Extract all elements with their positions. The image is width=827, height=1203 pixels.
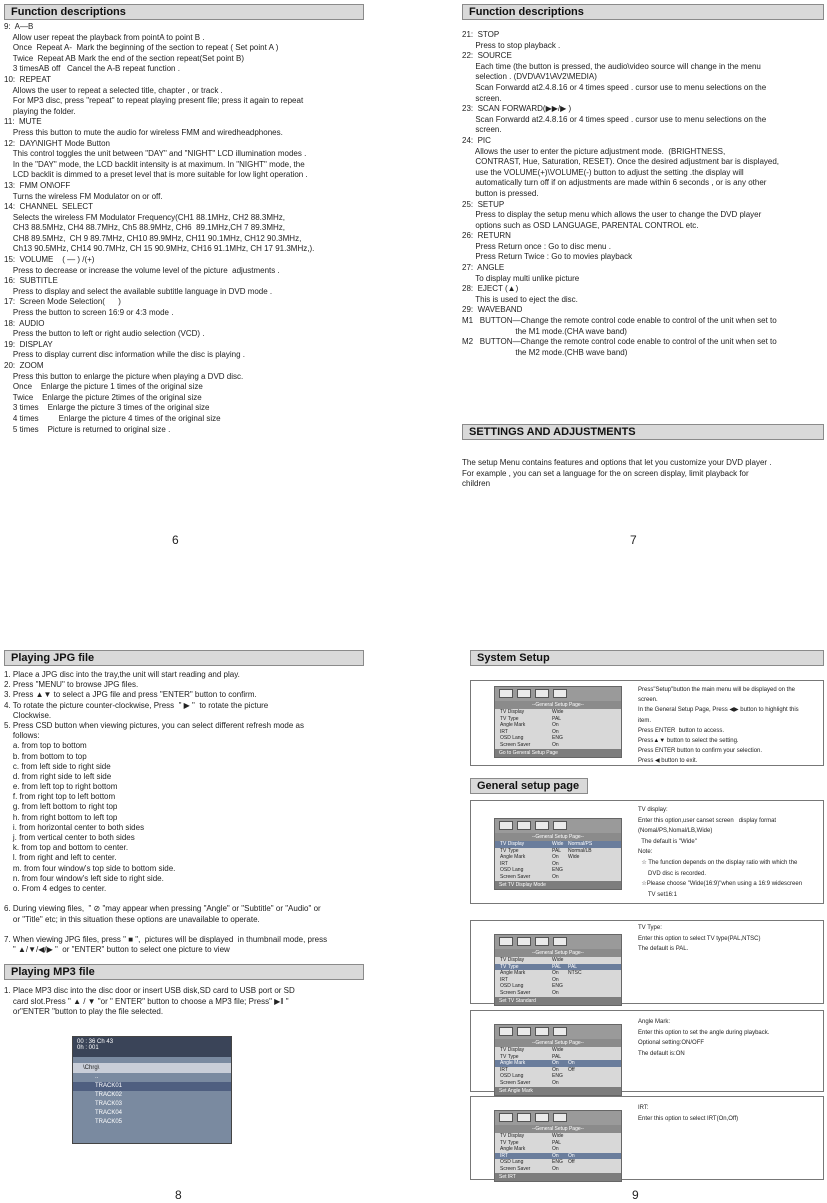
- angle-mark-desc: [638, 1018, 769, 1060]
- text-line: CH3 88.5MHz, CH4 88.7MHz, Ch5 88.9MHz, CH6 89.1MHz,CH 7 89.3MHz,: [4, 223, 285, 233]
- menu-item-value: PAL: [552, 1139, 562, 1146]
- text-line: 11: MUTE: [4, 117, 42, 127]
- menu-title: --General Setup Page--: [495, 833, 621, 841]
- text-line: 29: WAVEBAND: [462, 305, 523, 315]
- text-line: the M1 mode.(CHA wave band): [462, 326, 627, 336]
- text-line: 10: REPEAT: [4, 74, 51, 84]
- menu-footer: Set IRT: [495, 1173, 621, 1181]
- text-line: card slot.Press " ▲ / ▼ "or " ENTER" button to choose a MP3 file; Press" ▶‖ ": [4, 996, 289, 1006]
- text-line: Press▲▼ button to select the setting.: [638, 737, 739, 744]
- menu-item-value: PAL: [552, 715, 562, 722]
- text-line: 5 times Picture is returned to original size .: [4, 424, 171, 434]
- menu-tab-icon[interactable]: [553, 1027, 567, 1036]
- system-setup-desc: [638, 686, 799, 768]
- menu-title: --General Setup Page--: [495, 1039, 621, 1047]
- menu-item-label: TV Type: [500, 1053, 519, 1060]
- text-line: Clockwise.: [4, 710, 52, 720]
- text-line: Enter this option to select TV type(PAL,NTSC): [638, 935, 761, 942]
- text-line: In the "DAY" mode, the LCD backlit intensity is at maximum. In "NIGHT" mode, the: [4, 159, 305, 169]
- menu-item-label: Screen Saver: [500, 741, 531, 748]
- text-line: Press ENTER button to access.: [638, 727, 725, 734]
- text-line: Angle Mark:: [638, 1019, 671, 1025]
- text-line: g. from left bottom to right top: [4, 802, 118, 812]
- menu-item-label: TV Type: [500, 1139, 519, 1146]
- menu-item-value: Wide: [552, 1133, 564, 1139]
- menu-tab-icon[interactable]: [499, 821, 513, 830]
- menu-tab-icon[interactable]: [517, 937, 531, 946]
- menu-title: --General Setup Page--: [495, 949, 621, 957]
- text-line: ☆Please choose "Wide(16:9)"when using a 16:9 widescreen: [638, 881, 803, 888]
- menu-item-label: Screen Saver: [500, 1079, 531, 1086]
- text-line: 9: A—B: [4, 22, 34, 31]
- text-line: 18: AUDIO: [4, 318, 45, 328]
- mp3-body: [4, 986, 295, 1018]
- menu-footer: Go to General Setup Page: [495, 749, 621, 757]
- text-line: Once Repeat A- Mark the beginning of the section to repeat ( Set point A ): [4, 43, 279, 53]
- text-line: M2 BUTTON—Change the remote control code enable to control of the unit when set to: [462, 337, 777, 347]
- menu-tab-icon[interactable]: [499, 1027, 513, 1036]
- text-line: 6. During viewing files, " ⊘ "may appear when pressing "Angle" or "Subtitle" or "Audio" or: [4, 904, 321, 914]
- text-line: 13: FMM ON\OFF: [4, 180, 71, 190]
- mp3-up[interactable]: ..: [95, 1074, 99, 1080]
- menu-item-label: IRT: [500, 976, 508, 983]
- tv-display-desc: [638, 806, 802, 901]
- menu-item-label: TV Display: [500, 957, 525, 963]
- menu-item-label: Angle Mark: [500, 970, 526, 976]
- text-line: Press ◀ button to exit.: [638, 758, 698, 765]
- text-line: Each time (the button is pressed, the audio\video source will change in the menu: [462, 61, 761, 71]
- mp3-track-item[interactable]: TRACK02: [95, 1092, 123, 1098]
- text-line: Scan Forwardd at2.4.8.16 or 4 times speed . cursor use to menu selections on the: [462, 114, 767, 124]
- text-line: screen.: [462, 93, 502, 103]
- menu-item-value: On: [552, 860, 559, 867]
- text-line: 17: Screen Mode Selection( ): [4, 297, 121, 307]
- text-line: screen.: [638, 697, 658, 704]
- menu-row[interactable]: [495, 742, 621, 749]
- menu-item-label: TV Display: [500, 1047, 525, 1053]
- menu-option[interactable]: Wide: [568, 854, 580, 860]
- menu-item-label: IRT: [500, 860, 508, 867]
- mp3-track-item[interactable]: TRACK01: [73, 1082, 231, 1091]
- irt-desc: [638, 1104, 738, 1125]
- text-line: ☆ The function depends on the display ratio with which the: [638, 859, 798, 866]
- text-line: Allow user repeat the playback from pointA to point B .: [4, 32, 205, 42]
- text-line: c. from left side to right side: [4, 761, 111, 771]
- text-line: selection . (DVD\AV1\AV2\MEDIA): [462, 72, 597, 82]
- menu-item-label: TV Type: [500, 847, 519, 854]
- text-line: f. from right top to left bottom: [4, 792, 116, 802]
- text-line: the M2 mode.(CHB wave band): [462, 347, 628, 357]
- menu-title: --General Setup Page--: [495, 701, 621, 709]
- text-line: j. from vertical center to both sides: [4, 833, 135, 842]
- menu-item-value: On: [552, 1066, 559, 1073]
- text-line: or"ENTER "button to play the file selected.: [4, 1007, 164, 1017]
- text-line: Press to stop playback .: [462, 40, 561, 50]
- text-line: [4, 925, 327, 935]
- text-line: 5. Press CSD button when viewing pictures, you can select different refresh mode as: [4, 720, 305, 730]
- menu-item-value: On: [552, 989, 559, 996]
- text-line: automatically turn off if on adjustments are made within 6 seconds , or is any other: [462, 178, 767, 188]
- menu-item-label: IRT: [500, 728, 508, 735]
- text-line: 7. When viewing JPG files, press " ■ ", pictures will be displayed in thumbnail mode, press: [4, 934, 328, 944]
- menu-item-label: OSD Lang: [500, 867, 524, 873]
- text-line: Turns the wireless FM Modulator on or off.: [4, 191, 163, 201]
- menu-item-label: TV Display: [500, 1133, 525, 1139]
- text-line: This is used to eject the disc.: [462, 294, 578, 304]
- menu-item-label: OSD Lang: [500, 1159, 524, 1165]
- text-line: Enter this option to select IRT(On,Off): [638, 1115, 739, 1122]
- text-line: Once Enlarge the picture 1 times of the original size: [4, 382, 203, 392]
- text-line: n. from four window's left side to right side.: [4, 873, 164, 883]
- text-line: or "Title" etc; in this situation these options are unavailable to operate.: [4, 914, 260, 924]
- text-line: The default is "Wide": [638, 838, 697, 845]
- text-line: Press the button to left or right audio selection (VCD) .: [4, 329, 205, 339]
- text-line: Press to display and select the available subtitle language in DVD mode .: [4, 286, 273, 296]
- text-line: 26: RETURN: [462, 231, 511, 241]
- text-line: Allows the user to enter the picture adjustment mode. (BRIGHTNESS,: [462, 146, 726, 156]
- text-line: 12: DAY\NIGHT Mode Button: [4, 138, 110, 148]
- text-line: use the VOLUME(+)\VOLUME(-) button to adjust the setting .the display will: [462, 167, 744, 177]
- text-line: For example , you can set a language for the on screen display, limit playback for: [462, 468, 749, 478]
- page6-body: [4, 22, 314, 435]
- text-line: Twice Enlarge the picture 2times of the original size: [4, 392, 202, 402]
- text-line: To display multi unlike picture: [462, 273, 580, 283]
- menu-tab-icon[interactable]: [553, 689, 567, 698]
- text-line: screen.: [462, 125, 502, 135]
- menu-item-value: On: [552, 1146, 559, 1152]
- menu-item-value: ENG: [552, 735, 563, 741]
- menu-item-value: On: [552, 873, 559, 880]
- menu-item-label: Angle Mark: [500, 854, 526, 860]
- menu-item-value: On: [552, 722, 559, 728]
- menu-item-value: On: [552, 728, 559, 735]
- text-line: 2. Press "MENU" to browse JPG files.: [4, 680, 139, 690]
- menu-item-label: IRT: [500, 1152, 508, 1159]
- menu-option[interactable]: Off: [568, 1066, 575, 1073]
- text-line: children: [462, 479, 491, 489]
- menu-item-value: On: [552, 1079, 559, 1086]
- text-line: (Nomal/PS,Nomal/LB,Wide): [638, 828, 713, 835]
- mp3-folder: \Chrg\: [73, 1063, 231, 1073]
- menu-tab-icon[interactable]: [535, 1113, 549, 1122]
- page-number-7: 7: [630, 533, 637, 547]
- menu-option[interactable]: NTSC: [568, 970, 582, 976]
- text-line: 27: ANGLE: [462, 263, 505, 273]
- page-number-9: 9: [632, 1188, 639, 1202]
- mp3-track-item[interactable]: TRACK05: [95, 1119, 123, 1125]
- text-line: 21: STOP: [462, 30, 500, 39]
- text-line: Press Return Twice : Go to movies playback: [462, 252, 633, 262]
- menu-item-value: On: [552, 1060, 559, 1066]
- text-line: i. from horizontal center to both sides: [4, 822, 145, 832]
- menu-item-label: TV Type: [500, 963, 519, 970]
- menu-tab-icon[interactable]: [553, 821, 567, 830]
- text-line: TV set16:1: [638, 891, 677, 898]
- menu-item-label: Screen Saver: [500, 873, 531, 880]
- menu-option[interactable]: Normal/LB: [568, 847, 592, 854]
- text-line: IRT:: [638, 1105, 649, 1111]
- menu-item-label: Screen Saver: [500, 1165, 531, 1172]
- menu-row[interactable]: [495, 1166, 621, 1173]
- menu-tab-icon[interactable]: [517, 1027, 531, 1036]
- text-line: 3. Press ▲▼ to select a JPG file and press "ENTER" button to confirm.: [4, 690, 257, 700]
- text-line: TV Type:: [638, 925, 662, 931]
- text-line: e. from left top to right bottom: [4, 782, 118, 792]
- text-line: a. from top to bottom: [4, 741, 87, 751]
- menu-item-value: On: [552, 976, 559, 983]
- menu-option[interactable]: PAL: [568, 963, 578, 970]
- menu-item-value: On: [552, 1152, 559, 1159]
- menu-item-value: Wide: [552, 709, 564, 715]
- menu-item-label: Angle Mark: [500, 1060, 526, 1066]
- text-line: Press ENTER button to confirm your selection.: [638, 748, 763, 755]
- menu-item-value: PAL: [552, 847, 562, 854]
- menu-item-label: OSD Lang: [500, 983, 524, 989]
- menu-tab-icon[interactable]: [553, 937, 567, 946]
- menu-option[interactable]: Off: [568, 1159, 575, 1165]
- text-line: options such as OSD LANGUAGE, PARENTAL CONTROL etc.: [462, 220, 699, 230]
- text-line: 19: DISPLAY: [4, 339, 53, 349]
- text-line: Press to display current disc information while the disc is playing .: [4, 350, 245, 360]
- page7-body: [462, 30, 779, 358]
- menu-tab-icon[interactable]: [517, 689, 531, 698]
- menu-item-value: On: [552, 970, 559, 976]
- text-line: 28: EJECT (▲): [462, 284, 519, 294]
- text-line: Optional setting:ON/OFF: [638, 1040, 705, 1047]
- menu-tab-icon[interactable]: [517, 1113, 531, 1122]
- menu-footer: Set TV Standard: [495, 997, 621, 1005]
- text-line: button is pressed.: [462, 188, 539, 198]
- text-line: 25: SETUP: [462, 199, 505, 209]
- mp3-track-item[interactable]: TRACK04: [95, 1110, 123, 1116]
- text-line: 3 timesAB off Cancel the A-B repeat function .: [4, 64, 180, 74]
- menu-tab-icon[interactable]: [499, 689, 513, 698]
- text-line: 1. Place MP3 disc into the disc door or insert USB disk,SD card to USB port or SD: [4, 986, 295, 995]
- menu-item-label: Angle Mark: [500, 1146, 526, 1152]
- menu-item-label: IRT: [500, 1066, 508, 1073]
- general-setup-header: General setup page: [470, 778, 588, 794]
- menu-tab-icon[interactable]: [535, 689, 549, 698]
- setup-menu-screen: [494, 1110, 622, 1182]
- text-line: Press Return once : Go to disc menu .: [462, 241, 611, 251]
- text-line: 3 times Enlarge the picture 3 times of the original size: [4, 403, 210, 413]
- text-line: item.: [638, 717, 652, 724]
- text-line: [4, 894, 327, 904]
- text-line: d. from right side to left side: [4, 771, 112, 781]
- text-line: o. From 4 edges to center.: [4, 883, 107, 893]
- setup-menu-screen: [494, 818, 622, 890]
- page-number-6: 6: [172, 533, 179, 547]
- text-line: playing the folder.: [4, 106, 76, 116]
- page-number-8: 8: [175, 1188, 182, 1202]
- menu-item-label: TV Display: [500, 709, 525, 715]
- system-setup-header: System Setup: [470, 650, 824, 666]
- text-line: follows:: [4, 731, 40, 741]
- mp3-player-screen: [72, 1036, 232, 1144]
- menu-item-value: On: [552, 854, 559, 860]
- menu-title: --General Setup Page--: [495, 1125, 621, 1133]
- menu-option[interactable]: On: [568, 1152, 575, 1159]
- menu-item-value: Wide: [552, 957, 564, 963]
- text-line: Press"Setup"button the main menu will be displayed on the: [638, 687, 796, 693]
- settings-header: SETTINGS AND ADJUSTMENTS: [462, 424, 824, 440]
- menu-tab-icon[interactable]: [535, 937, 549, 946]
- text-line: 4 times Enlarge the picture 4 times of the original size: [4, 413, 221, 423]
- text-line: Press the button to screen 16:9 or 4:3 mode .: [4, 308, 174, 318]
- mp3-time: 00 : 36 Ch 43: [77, 1039, 114, 1045]
- menu-tab-icon[interactable]: [553, 1113, 567, 1122]
- tv-type-desc: [638, 924, 761, 956]
- text-line: 16: SUBTITLE: [4, 276, 58, 286]
- text-line: For MP3 disc, press "repeat" to repeat playing present file; press it again to repeat: [4, 96, 304, 106]
- text-line: CONTRAST, Hue, Saturation, RESET). Once the desired adjustment bar is displayed,: [462, 157, 780, 167]
- menu-item-label: Screen Saver: [500, 989, 531, 996]
- jpg-header: Playing JPG file: [4, 650, 364, 666]
- text-line: Scan Forwardd at2.4.8.16 or 4 times speed . cursor use to menu selections on the: [462, 82, 767, 92]
- menu-tab-icon[interactable]: [535, 1027, 549, 1036]
- text-line: 4. To rotate the picture counter-clockwise, Press " ▶ " to rotate the picture: [4, 700, 269, 710]
- menu-option[interactable]: Normal/PS: [568, 841, 593, 847]
- text-line: " ▲/▼/◀/▶ " or "ENTER" button to select one picture to view: [4, 945, 230, 955]
- menu-row[interactable]: [495, 1080, 621, 1087]
- text-line: In the General Setup Page, Press ◀▶ button to highlight this: [638, 707, 799, 714]
- menu-item-value: PAL: [552, 963, 562, 970]
- menu-item-value: On: [552, 741, 559, 748]
- text-line: Press this button to enlarge the picture when playing a DVD disc.: [4, 371, 244, 381]
- text-line: 23: SCAN FORWARD(▶▶/▶ ): [462, 104, 572, 114]
- mp3-track-item[interactable]: TRACK03: [95, 1101, 123, 1107]
- text-line: Selects the wireless FM Modulator Frequency(CH1 88.1MHz, CH2 88.3MHz,: [4, 212, 285, 222]
- menu-item-value: PAL: [552, 1053, 562, 1060]
- text-line: Ch13 90.5MHz, CH14 90.7MHz, CH 15 90.9MHz, CH16 91.1MHz, CH 17 91.3MHz,).: [4, 244, 315, 254]
- text-line: The setup Menu contains features and options that let you customize your DVD player .: [462, 458, 772, 467]
- text-line: Enter this option to set the angle during playback.: [638, 1029, 770, 1036]
- menu-tab-icon[interactable]: [517, 821, 531, 830]
- page6-header: Function descriptions: [4, 4, 364, 20]
- text-line: k. from top and bottom to center.: [4, 843, 129, 853]
- menu-item-value: ENG: [552, 1159, 563, 1165]
- text-line: LCD backlit is dimmed to a preset level that is more suitable for low light operation .: [4, 170, 308, 180]
- menu-row[interactable]: [495, 874, 621, 881]
- text-line: TV display:: [638, 807, 668, 813]
- menu-item-label: TV Type: [500, 715, 519, 722]
- text-line: The default is PAL.: [638, 946, 689, 953]
- text-line: 1. Place a JPG disc into the tray,the unit will start reading and play.: [4, 670, 240, 679]
- text-line: CH8 89.5MHz, CH 9 89.7MHz, CH10 89.9MHz, CH11 90.1MHz, CH12 90.3MHz,: [4, 233, 302, 243]
- text-line: l. from right and left to center.: [4, 853, 117, 863]
- text-line: b. from bottom to top: [4, 751, 87, 761]
- menu-item-label: TV Display: [500, 841, 525, 847]
- menu-item-value: Wide: [552, 1047, 564, 1053]
- text-line: 20: ZOOM: [4, 361, 44, 370]
- menu-tab-icon[interactable]: [499, 937, 513, 946]
- text-line: DVD disc is recorded.: [638, 870, 707, 877]
- text-line: 22: SOURCE: [462, 51, 512, 61]
- menu-item-value: ENG: [552, 983, 563, 989]
- menu-item-value: ENG: [552, 867, 563, 873]
- menu-item-label: OSD Lang: [500, 1073, 524, 1079]
- text-line: 24: PIC: [462, 135, 491, 145]
- text-line: This control toggles the unit between "DAY" and "NIGHT" LCD illumination modes .: [4, 149, 307, 159]
- page7-header: Function descriptions: [462, 4, 824, 20]
- menu-item-value: ENG: [552, 1073, 563, 1079]
- menu-option[interactable]: On: [568, 1060, 575, 1066]
- menu-item-label: OSD Lang: [500, 735, 524, 741]
- setup-menu-screen: [494, 934, 622, 1006]
- menu-footer: Set Angle Mark: [495, 1087, 621, 1095]
- text-line: 14: CHANNEL SELECT: [4, 202, 94, 212]
- menu-item-value: On: [552, 1165, 559, 1172]
- menu-tab-icon[interactable]: [535, 821, 549, 830]
- menu-row[interactable]: [495, 990, 621, 997]
- setup-menu-screen: [494, 1024, 622, 1096]
- text-line: The default is:ON: [638, 1050, 685, 1057]
- text-line: m. from four window's top side to bottom side.: [4, 863, 176, 873]
- menu-footer: Set TV Display Mode: [495, 881, 621, 889]
- text-line: h. from right bottom to left top: [4, 812, 118, 822]
- menu-item-value: Wide: [552, 841, 564, 847]
- text-line: Press to display the setup menu which allows the user to change the DVD player: [462, 210, 762, 220]
- menu-item-label: Angle Mark: [500, 722, 526, 728]
- text-line: 15: VOLUME ( — ) /(+): [4, 255, 95, 265]
- menu-tab-icon[interactable]: [499, 1113, 513, 1122]
- settings-body: [462, 458, 772, 490]
- text-line: Allows the user to repeat a selected title, chapter , or track .: [4, 85, 223, 95]
- text-line: Press to decrease or increase the volume level of the picture adjustments .: [4, 265, 280, 275]
- mp3-header: Playing MP3 file: [4, 964, 364, 980]
- jpg-body: [4, 670, 327, 955]
- text-line: Twice Repeat AB Mark the end of the section repeat(Set point B): [4, 53, 244, 63]
- text-line: Enter this option,user canset screen display format: [638, 817, 777, 824]
- setup-menu-screen: [494, 686, 622, 758]
- text-line: Press this button to mute the audio for wireless FMM and wiredheadphones.: [4, 127, 283, 137]
- mp3-sub: 0h : 001: [77, 1045, 99, 1051]
- text-line: Note:: [638, 849, 653, 856]
- text-line: M1 BUTTON—Change the remote control code enable to control of the unit when set to: [462, 316, 777, 326]
